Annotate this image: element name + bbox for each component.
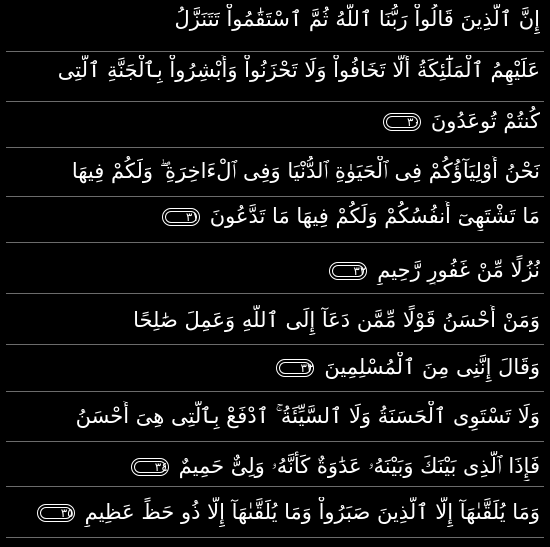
ayah-number: ٣٢ [353,264,367,278]
verse-divider [6,486,544,487]
verse-text: وَقَالَ إِنَّنِى مِنَ ٱلْمُسْلِمِينَ [324,355,540,379]
verse-34-line-2 [10,451,540,481]
ayah-end-marker [131,458,169,476]
verse-divider [6,391,544,392]
verse-30-line-1 [10,4,540,34]
verse-divider [6,242,544,243]
verse-text: كُنتُمْ تُوعَدُونَ [430,109,540,133]
ayah-end-marker [329,262,367,280]
verse-divider [6,147,544,148]
ayah-end-marker [383,113,421,131]
verse-33-line-2 [10,352,540,382]
verse-text: نُزُلًا مِّنْ غَفُورٍ رَّحِيمٍ [377,258,540,282]
line-divider [6,101,544,102]
line-divider [6,196,544,197]
ayah-number: ٣٣ [300,361,314,375]
verse-text: عَلَيْهِمُ ٱلْمَلَٰٓئِكَةُ أَلَّا تَخَافُواْ وَلَا تَحْزَنُواْ وَأَبْشِرُواْ بِٱلْجَنَّةِ ٱلَّتِى [57,58,540,82]
verse-33-line-1 [10,305,540,335]
verse-31-line-1 [10,156,540,186]
verse-34-line-1 [10,401,540,431]
ayah-end-marker [162,208,200,226]
ayah-number: ٣٥ [60,506,74,520]
verse-text: فَإِذَا ٱلَّذِى بَيْنَكَ وَبَيْنَهُۥ عَدَٰوَةٌ كَأَنَّهُۥ وَلِىٌّ حَمِيمٌ [178,454,540,478]
verse-divider [6,293,544,294]
verse-text: إِنَّ ٱلَّذِينَ قَالُواْ رَبُّنَا ٱللَّهُ ثُمَّ ٱسْتَقَٰمُواْ تَتَنَزَّلُ [174,7,540,31]
ayah-number: ٣١ [185,210,199,224]
ayah-end-marker [37,504,75,522]
ayah-number: ٣٠ [406,115,420,129]
ayah-number: ٣٤ [154,460,168,474]
line-divider [6,344,544,345]
verse-text: وَمَنْ أَحْسَنُ قَوْلًا مِّمَّن دَعَآ إِلَى ٱللَّهِ وَعَمِلَ صَٰلِحًا [133,308,540,332]
verse-30-line-2 [10,55,540,85]
verse-32-line-1 [10,255,540,285]
verse-text: وَمَا يُلَقَّىٰهَآ إِلَّا ٱلَّذِينَ صَبَرُواْ وَمَا يُلَقَّىٰهَآ إِلَّا ذُو حَظٍّ عَظِيمٍ [84,500,540,524]
verse-text: مَا تَشْتَهِىٓ أَنفُسُكُمْ وَلَكُمْ فِيهَا مَا تَدَّعُونَ [209,204,540,228]
verse-35-line-1 [10,497,540,527]
verse-divider [6,537,544,538]
line-divider [6,441,544,442]
verse-31-line-2 [10,201,540,231]
verse-30-line-3 [10,106,540,136]
verse-text: وَلَا تَسْتَوِى ٱلْحَسَنَةُ وَلَا ٱلسَّيِّئَةُ ۚ ٱدْفَعْ بِٱلَّتِى هِىَ أَحْسَنُ [75,404,540,428]
verse-text: نَحْنُ أَوْلِيَآؤُكُمْ فِى ٱلْحَيَوٰةِ ٱلدُّنْيَا وَفِى ٱلْءَاخِرَةِ ۖ وَلَكُمْ فِيهَا [71,159,540,183]
line-divider [6,51,544,52]
ayah-end-marker [276,359,314,377]
